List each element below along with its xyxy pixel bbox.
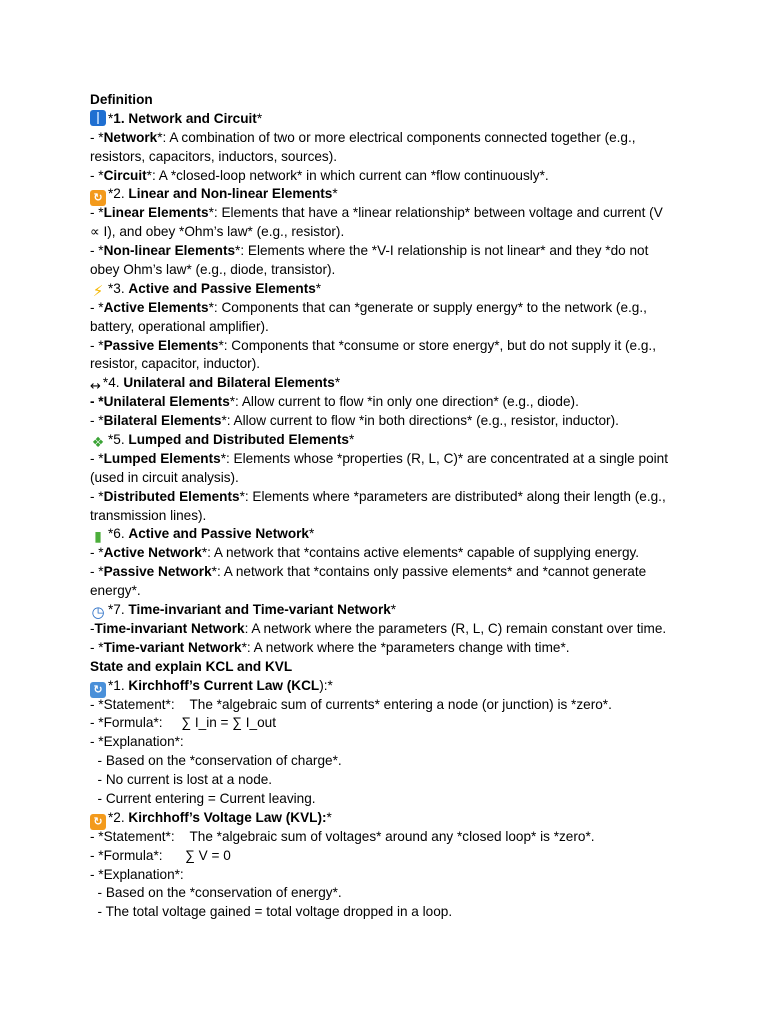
bold-text: Linear and Non-linear Elements (128, 186, 333, 202)
text-segment: - The total voltage gained = total voltage dropped in a loop. (90, 904, 453, 920)
text-line (90, 544, 690, 563)
text-line (90, 167, 690, 186)
text-segment: - * (90, 450, 104, 466)
text-line (90, 696, 690, 715)
bold-text: Active Elements (103, 299, 209, 315)
text-segment: - * (90, 545, 104, 561)
text-line (90, 847, 690, 866)
text-segment: - * (90, 205, 104, 221)
text-segment: (used in circuit analysis). (90, 469, 239, 485)
text-segment: * (334, 375, 341, 391)
text-segment: - *Explanation*: (90, 866, 184, 882)
text-segment: *: Elements whose *properties (R, L, C)* are concentrated at a single point (220, 450, 669, 466)
text-segment: - *Statement*: The *algebraic sum of voltages* around any *closed loop* is *zero*. (90, 828, 595, 844)
text-line (90, 733, 690, 752)
text-segment: obey Ohm’s law* (e.g., diode, transistor). (90, 262, 336, 278)
bold-text: Active Network (103, 545, 202, 561)
text-segment: - *Explanation*: (90, 734, 184, 750)
text-line (90, 450, 690, 469)
bold-text: Kirchhoff’s Current Law (KCL (128, 677, 320, 693)
text-segment: - (90, 620, 95, 636)
bold-text: Distributed Elements (103, 488, 240, 504)
text-segment: - * (90, 299, 104, 315)
text-line (90, 582, 690, 601)
repeat-icon: ↻ (90, 814, 106, 830)
bold-text: Circuit (103, 167, 147, 183)
text-line (90, 318, 690, 337)
text-segment: * (108, 110, 114, 126)
text-segment: *: Components that can *generate or supply energy* to the network (e.g., (208, 299, 647, 315)
text-segment: - * (90, 639, 104, 655)
text-segment: *: Components that *consume or store energy*, but do not supply it (e.g., (218, 337, 656, 353)
text-segment: *3. (108, 280, 129, 296)
text-segment: resistor, capacitor, inductor). (90, 356, 260, 372)
section-heading (90, 110, 690, 129)
text-segment: - * (90, 564, 104, 580)
section-heading (90, 809, 690, 828)
text-segment: * (315, 280, 322, 296)
bold-text: Active and Passive Elements (128, 280, 316, 296)
text-line (90, 884, 690, 903)
text-segment: - * (90, 167, 104, 183)
text-segment: : A network where the parameters (R, L, C) remain constant over time. (244, 620, 667, 636)
text-line (90, 148, 690, 167)
bold-text: Time-invariant Network (94, 620, 245, 636)
text-segment: - * (90, 243, 104, 259)
text-line (90, 620, 690, 639)
text-segment: * (326, 809, 332, 825)
text-segment: - Based on the *conservation of energy*. (90, 885, 342, 901)
text-segment: *1. (108, 677, 129, 693)
text-line (90, 337, 690, 356)
text-line (90, 355, 690, 374)
text-segment: energy*. (90, 583, 141, 599)
text-segment: *4. (102, 375, 124, 391)
puzzle-icon: ❖ (91, 435, 105, 452)
text-segment: - * (90, 413, 104, 429)
bold-text: Network (103, 129, 158, 145)
text-segment: * (332, 186, 338, 202)
text-segment: - * (90, 129, 104, 145)
bold-text: Definition (90, 92, 153, 107)
text-segment: battery, operational amplifier). (90, 318, 269, 334)
bold-text: Lumped and Distributed Elements (128, 432, 349, 448)
bold-text: Passive Elements (103, 337, 219, 353)
text-segment: - *Statement*: The *algebraic sum of currents* entering a node (or junction) is *zero*. (90, 696, 612, 712)
text-line (90, 658, 690, 677)
text-segment: * (348, 432, 355, 448)
text-segment: - *Formula*: ∑ V = 0 (90, 847, 231, 863)
text-segment: *: Elements where the *V-I relationship is not linear* and they *do not (235, 243, 649, 259)
bold-text: 1. Network and Circuit (113, 110, 257, 126)
section-heading (90, 431, 690, 450)
text-line (90, 488, 690, 507)
text-line (90, 639, 690, 658)
bold-text: Lumped Elements (103, 450, 221, 466)
text-segment: *: A network that *contains only passive elements* and *cannot generate (211, 564, 647, 580)
text-line (90, 828, 690, 847)
text-segment: *5. (108, 432, 129, 448)
text-line (90, 866, 690, 885)
bold-text: State and explain KCL and KVL (90, 658, 293, 674)
section-heading (90, 677, 690, 696)
cycle-arrows-icon: ↻ (90, 682, 106, 698)
text-segment: ):* (319, 677, 333, 693)
bold-text: Non-linear Elements (103, 243, 236, 259)
text-line (90, 714, 690, 733)
text-segment: resistors, capacitors, inductors, sources). (90, 148, 338, 164)
text-line (90, 563, 690, 582)
text-line (90, 771, 690, 790)
text-segment: * (390, 602, 397, 618)
text-line (90, 790, 690, 809)
text-line (90, 469, 690, 488)
text-line (90, 412, 690, 431)
clock-icon: ◷ (91, 603, 105, 622)
bold-text: - * (90, 394, 104, 410)
battery-icon: ▮ (94, 529, 102, 546)
text-segment: *2. (108, 186, 129, 202)
text-segment: *: A combination of two or more electrical components connected together (e.g., (157, 129, 636, 145)
section-heading (90, 374, 690, 393)
text-segment: *: A *closed-loop network* in which current can *flow continuously*. (146, 167, 549, 183)
text-segment: ∝ I), and obey *Ohm’s law* (e.g., resistor). (90, 224, 345, 240)
text-segment: *: Elements where *parameters are distributed* along their length (e.g., (239, 488, 666, 504)
text-segment: *7. (108, 602, 129, 618)
text-segment: *6. (108, 526, 129, 542)
text-segment: - Based on the *conservation of charge*. (90, 753, 342, 769)
text-segment: *: Elements that have a *linear relationship* between voltage and current (V (208, 205, 663, 221)
text-line (90, 903, 690, 922)
text-line (90, 129, 690, 148)
text-segment: - No current is lost at a node. (90, 772, 273, 788)
text-segment: - * (90, 337, 104, 353)
text-line (90, 393, 690, 412)
bold-text: Time-invariant and Time-variant Network (128, 602, 391, 618)
bold-text: Time-variant Network (103, 639, 242, 655)
section-heading (90, 185, 690, 204)
text-segment: *: A network that *contains active elements* capable of supplying energy. (201, 545, 640, 561)
text-line (90, 752, 690, 771)
repeat-icon: ↻ (90, 190, 106, 206)
lightning-icon: ⚡ (92, 281, 104, 300)
text-line (90, 507, 690, 526)
bold-text: Passive Network (103, 564, 212, 580)
text-line (90, 223, 690, 242)
text-segment: *2. (108, 809, 129, 825)
text-segment: - *Formula*: ∑ I_in = ∑ I_out (90, 715, 276, 731)
text-segment: - Current entering = Current leaving. (90, 790, 316, 806)
section-heading (90, 280, 690, 299)
bold-text: Unilateral Elements (103, 394, 230, 410)
document-body (90, 91, 690, 922)
text-segment: transmission lines). (90, 507, 207, 523)
bold-text: Bilateral Elements (103, 413, 222, 429)
text-line (90, 204, 690, 223)
text-segment: * (256, 110, 263, 126)
book-icon (90, 110, 106, 126)
text-line (90, 91, 690, 110)
text-line (90, 299, 690, 318)
text-line (90, 261, 690, 280)
text-segment: *: Allow current to flow *in only one direction* (e.g., diode). (229, 394, 579, 410)
bold-text: Unilateral and Bilateral Elements (123, 375, 335, 391)
text-line (90, 242, 690, 261)
text-segment: *: Allow current to flow *in both directions* (e.g., resistor, inductor). (221, 413, 619, 429)
bold-text: Active and Passive Network (128, 526, 309, 542)
text-segment: - * (90, 488, 104, 504)
left-right-arrow-icon: ↔ (90, 379, 101, 395)
bold-text: Linear Elements (103, 205, 209, 221)
text-segment: *: A network where the *parameters change with time*. (241, 639, 570, 655)
section-heading (90, 601, 690, 620)
section-heading (90, 525, 690, 544)
bold-text: Kirchhoff’s Voltage Law (KVL): (128, 809, 327, 825)
text-segment: * (308, 526, 315, 542)
